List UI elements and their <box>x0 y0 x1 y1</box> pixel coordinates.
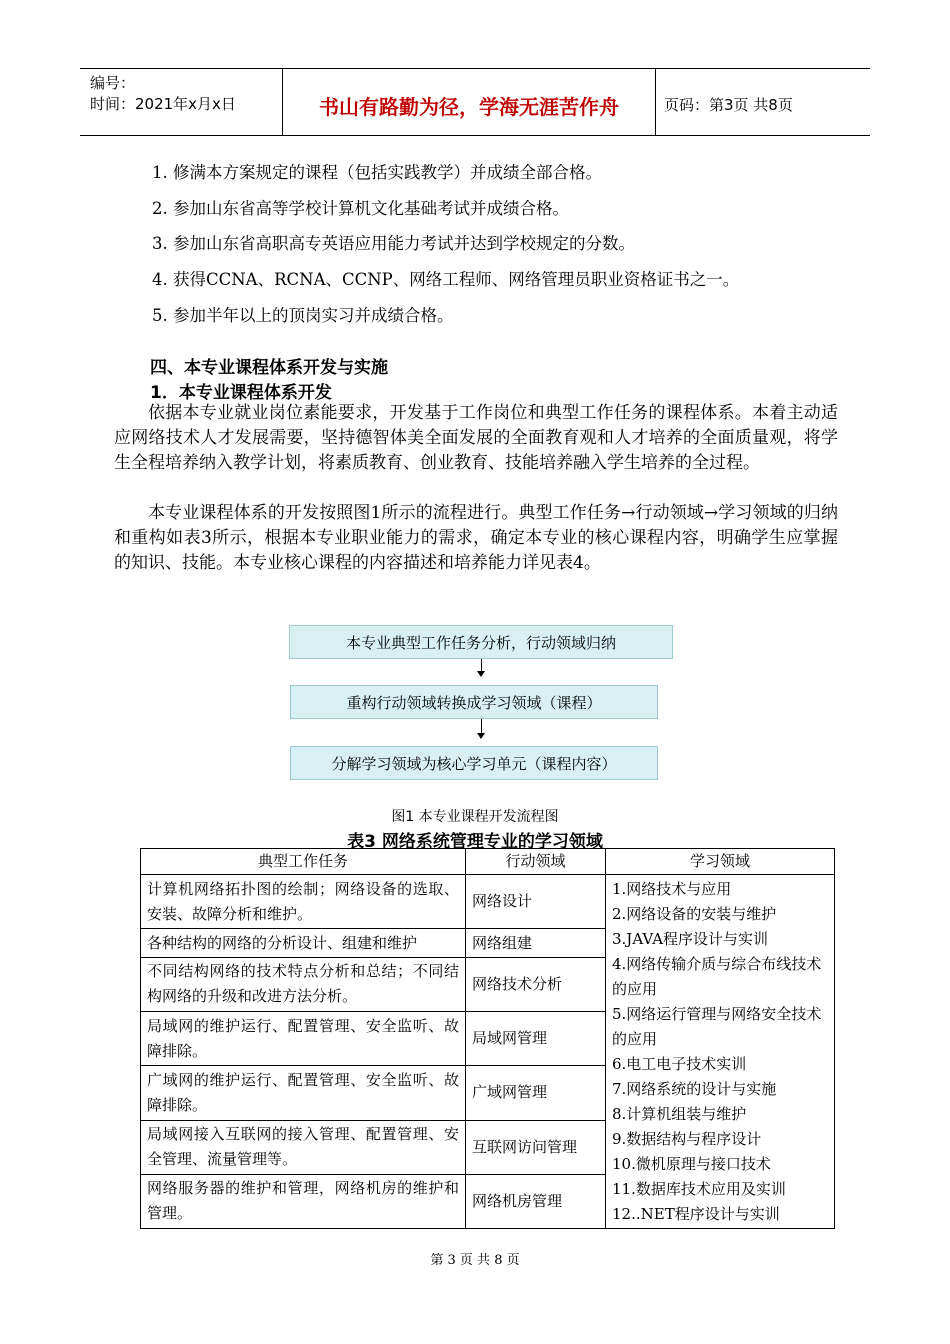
task-cell: 计算机网络拓扑图的绘制；网络设备的选取、安装、故障分析和维护。 <box>141 875 466 929</box>
area-cell: 网络设计 <box>466 875 606 929</box>
flow-step-1: 本专业典型工作任务分析，行动领域归纳 <box>289 625 673 659</box>
list-item: 10.微机原理与接口技术 <box>612 1155 771 1173</box>
requirement-item: 4. 获得CCNA、RCNA、CCNP、网络工程师、网络管理员职业资格证书之一。 <box>152 270 740 289</box>
flow-step-2: 重构行动领域转换成学习领域（课程） <box>290 685 658 719</box>
list-item: 4.网络传输介质与综合布线技术的应用 <box>612 955 822 998</box>
task-cell: 不同结构网络的技术特点分析和总结；不同结构网络的升级和改进方法分析。 <box>141 957 466 1011</box>
page-footer: 第 3 页 共 8 页 <box>430 1253 520 1268</box>
list-item: 12..NET程序设计与实训 <box>612 1205 780 1223</box>
section-heading: 四、本专业课程体系开发与实施 <box>150 358 388 378</box>
area-cell: 广域网管理 <box>466 1066 606 1120</box>
list-item: 3.JAVA程序设计与实训 <box>612 930 769 948</box>
body-paragraph: 依据本专业就业岗位素能要求，开发基于工作岗位和典型工作任务的课程体系。本着主动适应网络技术人才发展需要，坚持德智体美全面发展的全面教育观和人才培养的全面质量观，将学生全程培养纳入教学计划，将素质教育、创业教育、技能培养融入学生培养的全过程。 <box>114 403 838 473</box>
list-item: 8.计算机组装与维护 <box>612 1105 747 1123</box>
learning-domain-list <box>606 875 835 1229</box>
page-header <box>80 68 870 136</box>
area-cell: 网络组建 <box>466 929 606 958</box>
list-item: 7.网络系统的设计与实施 <box>612 1080 777 1098</box>
table-row <box>141 875 835 929</box>
table-header-row <box>141 849 835 875</box>
flow-connector <box>481 719 482 733</box>
requirement-item: 5. 参加半年以上的顶岗实习并成绩合格。 <box>152 306 454 325</box>
header-motto: 书山有路勤为径，学海无涯苦作舟 <box>283 69 656 135</box>
list-item: 5.网络运行管理与网络安全技术的应用 <box>612 1005 822 1048</box>
column-header-domain: 学习领域 <box>606 849 835 875</box>
task-cell: 局域网的维护运行、配置管理、安全监听、故障排除。 <box>141 1012 466 1066</box>
column-header-task: 典型工作任务 <box>141 849 466 875</box>
list-item: 6.电工电子技术实训 <box>612 1055 747 1073</box>
requirement-item: 3. 参加山东省高职高专英语应用能力考试并达到学校规定的分数。 <box>152 234 635 253</box>
arrow-down-icon <box>477 733 485 739</box>
requirement-item: 1. 修满本方案规定的课程（包括实践教学）并成绩全部合格。 <box>152 163 602 182</box>
arrow-down-icon <box>477 671 485 677</box>
figure-caption: 图1 本专业课程开发流程图 <box>391 809 559 825</box>
list-item: 1.网络技术与应用 <box>612 880 732 898</box>
task-cell: 各种结构的网络的分析设计、组建和维护 <box>141 929 466 958</box>
task-cell: 局域网接入互联网的接入管理、配置管理、安全管理、流量管理等。 <box>141 1120 466 1174</box>
list-item: 2.网络设备的安装与维护 <box>612 905 777 923</box>
area-cell: 网络技术分析 <box>466 957 606 1011</box>
flow-step-3: 分解学习领域为核心学习单元（课程内容） <box>290 746 658 780</box>
requirement-item: 2. 参加山东省高等学校计算机文化基础考试并成绩合格。 <box>152 199 569 218</box>
area-cell: 网络机房管理 <box>466 1174 606 1228</box>
subsection-heading: 1．本专业课程体系开发 <box>150 383 332 403</box>
document-time: 时间：2021年x月x日 <box>90 95 236 113</box>
table-caption: 表3 网络系统管理专业的学习领域 <box>347 832 603 852</box>
header-meta <box>80 69 283 135</box>
header-page-number: 页码：第3页 共8页 <box>664 95 793 114</box>
list-item: 9.数据结构与程序设计 <box>612 1130 762 1148</box>
flow-connector <box>481 659 482 671</box>
area-cell: 互联网访问管理 <box>466 1120 606 1174</box>
column-header-area: 行动领域 <box>466 849 606 875</box>
task-cell: 广域网的维护运行、配置管理、安全监听、故障排除。 <box>141 1066 466 1120</box>
document-number: 编号： <box>90 74 136 92</box>
task-cell: 网络服务器的维护和管理，网络机房的维护和管理。 <box>141 1174 466 1228</box>
list-item: 11.数据库技术应用及实训 <box>612 1180 786 1198</box>
area-cell: 局域网管理 <box>466 1012 606 1066</box>
learning-domain-table <box>140 848 835 1229</box>
body-paragraph: 本专业课程体系的开发按照图1所示的流程进行。典型工作任务→行动领域→学习领域的归纳和重构如表3所示，根据本专业职业能力的需求，确定本专业的核心课程内容，明确学生应掌握的知识、技能。本专业核心课程的内容描述和培养能力详见表4。 <box>114 503 838 573</box>
